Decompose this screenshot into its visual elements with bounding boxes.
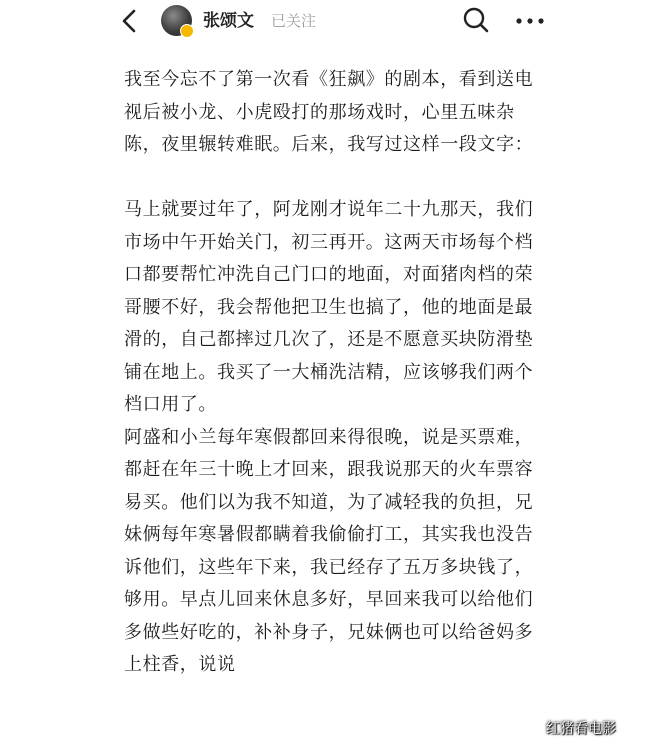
more-horizontal-icon[interactable] xyxy=(514,9,546,33)
article-body xyxy=(124,64,544,682)
paragraph-gap xyxy=(124,162,544,195)
paragraph-intro: 我至今忘不了第一次看《狂飙》的剧本，看到送电视后被小龙、小虎殴打的那场戏时，心里五味杂陈，夜里辗转难眠。后来，我写过这样一段文字： xyxy=(124,69,534,155)
watermark: 红猪看电影 xyxy=(546,721,616,737)
paragraph-new-year: 马上就要过年了，阿龙刚才说年二十九那天，我们市场中午开始关门，初三再开。这两天市场每个档口都要帮忙冲洗自己门口的地面，对面猪肉档的荣哥腰不好，我会帮他把卫生也搞了，他的地面是最滑的，自己都摔过几次了，还是不愿意买块防滑垫铺在地上。我买了一大桶洗洁精，应该够我们两个档口用了。 xyxy=(124,199,534,415)
author-name[interactable]: 张颂文 xyxy=(203,11,254,31)
top-bar xyxy=(0,0,648,44)
back-arrow-icon[interactable] xyxy=(118,8,142,34)
verified-badge-icon xyxy=(180,24,194,38)
follow-status-button[interactable]: 已关注 xyxy=(271,12,317,30)
avatar[interactable] xyxy=(161,5,192,36)
search-icon[interactable] xyxy=(462,6,490,34)
paragraph-children: 阿盛和小兰每年寒假都回来得很晚，说是买票难，都赶在年三十晚上才回来，跟我说那天的火车票容易买。他们以为我不知道，为了减轻我的负担，兄妹俩每年寒暑假都瞒着我偷偷打工，其实我也没告诉他们，这些年下来，我已经存了五万多块钱了，够用。早点儿回来休息多好，早回来我可以给他们多做些好吃的，补补身子，兄妹俩也可以给爸妈多上柱香，说说 xyxy=(124,426,534,675)
